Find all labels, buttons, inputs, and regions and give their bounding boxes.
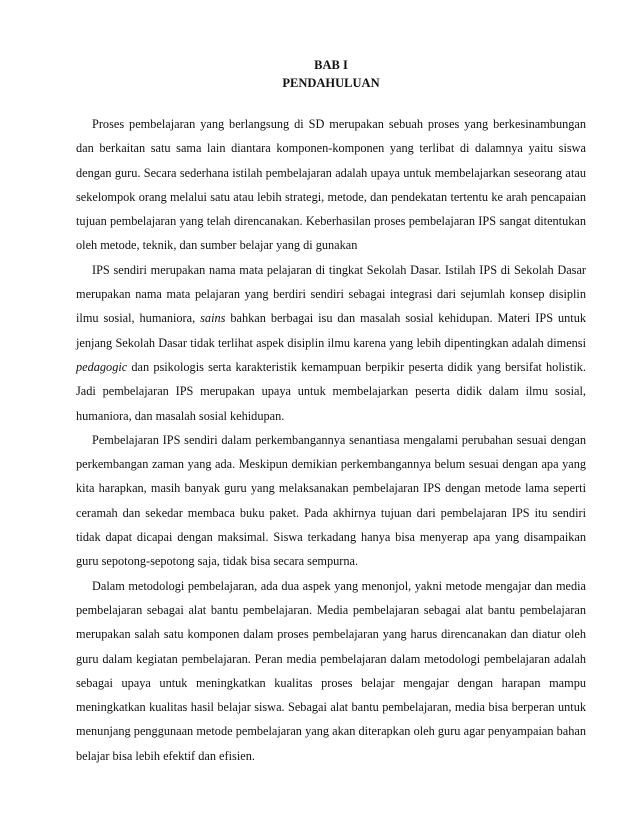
- chapter-number: BAB I: [314, 58, 348, 72]
- paragraph-text: Proses pembelajaran yang berlangsung di SD merupakan sebuah proses yang berkesinambungan dan berkaitan satu sama lain diantara komponen-komponen yang terlibat di dalamnya yaitu siswa dengan guru. Secara sederhana istilah pembelajaran adalah upaya untuk membelajarkan seseorang atau sekelompok orang melalui satu atau lebih strategi, metode, dan pendekatan tertentu ke arah pencapaian tujuan pembelajaran yang telah direncanakan. Keberhasilan proses pembelajaran IPS sangat ditentukan oleh metode, teknik, dan sumber belajar yang di gunakan: [76, 117, 586, 253]
- paragraph-text: IPS sendiri merupakan nama mata pelajaran di tingkat Sekolah Dasar. Istilah IPS di Sekolah Dasar merupakan nama mata pelajaran yang berdiri sendiri sebagai integrasi dari sejumlah konsep disiplin ilmu sosial, humaniora,: [76, 262, 586, 326]
- paragraph-text: bahkan berbagai isu dan masalah sosial kehidupan. Materi IPS untuk jenjang Sekolah Dasar tidak terlihat aspek disiplin ilmu karena yang lebih dipentingkan adalah dimensi: [76, 311, 586, 350]
- paragraph-4: [76, 574, 586, 768]
- paragraph-2: [76, 258, 586, 428]
- italic-term-sains: sains: [200, 311, 226, 326]
- paragraph-text: Dalam metodologi pembelajaran, ada dua aspek yang menonjol, yakni metode mengajar dan media pembelajaran sebagai alat bantu pembelajaran. Media pembelajaran sebagai alat bantu pembelajaran merupakan salah satu komponen dalam proses pembelajaran yang harus direncanakan dan diatur oleh guru dalam kegiatan pembelajaran. Peran media pembelajaran dalam metodologi pembelajaran adalah sebagai upaya untuk meningkatkan kualitas proses belajar mengajar dengan harapan mampu meningkatkan kualitas hasil belajar siswa. Sebagai alat bantu pembelajaran, media bisa berperan untuk menunjang penggunaan metode pembelajaran yang akan diterapkan oleh guru agar penyampaian bahan belajar bisa lebih efektif dan efisien.: [76, 578, 586, 763]
- paragraph-text: Pembelajaran IPS sendiri dalam perkembangannya senantiasa mengalami perubahan sesuai dengan perkembangan zaman yang ada. Meskipun demikian perkembangannya belum sesuai dengan apa yang kita harapkan, masih banyak guru yang melaksanakan pembelajaran IPS dengan metode lama seperti ceramah dan sekedar membaca buku paket. Pada akhirnya tujuan dari pembelajaran IPS itu sendiri tidak dapat dicapai dengan maksimal. Siswa terkadang hanya bisa menyerap apa yang disampaikan guru sepotong-sepotong saja, tidak bisa secara sempurna.: [76, 432, 586, 569]
- paragraph-3: [76, 428, 586, 574]
- chapter-title: PENDAHULUAN: [282, 76, 380, 90]
- document-page: [76, 56, 586, 768]
- italic-term-pedagogic: pedagogic: [76, 359, 128, 374]
- paragraph-text: dan psikologis serta karakteristik kemampuan berpikir peserta didik yang bersifat holistik. Jadi pembelajaran IPS merupakan upaya untuk membelajarkan peserta didik dalam ilmu sosial, humaniora, dan masalah sosial kehidupan.: [76, 359, 586, 423]
- paragraph-1: [76, 112, 586, 258]
